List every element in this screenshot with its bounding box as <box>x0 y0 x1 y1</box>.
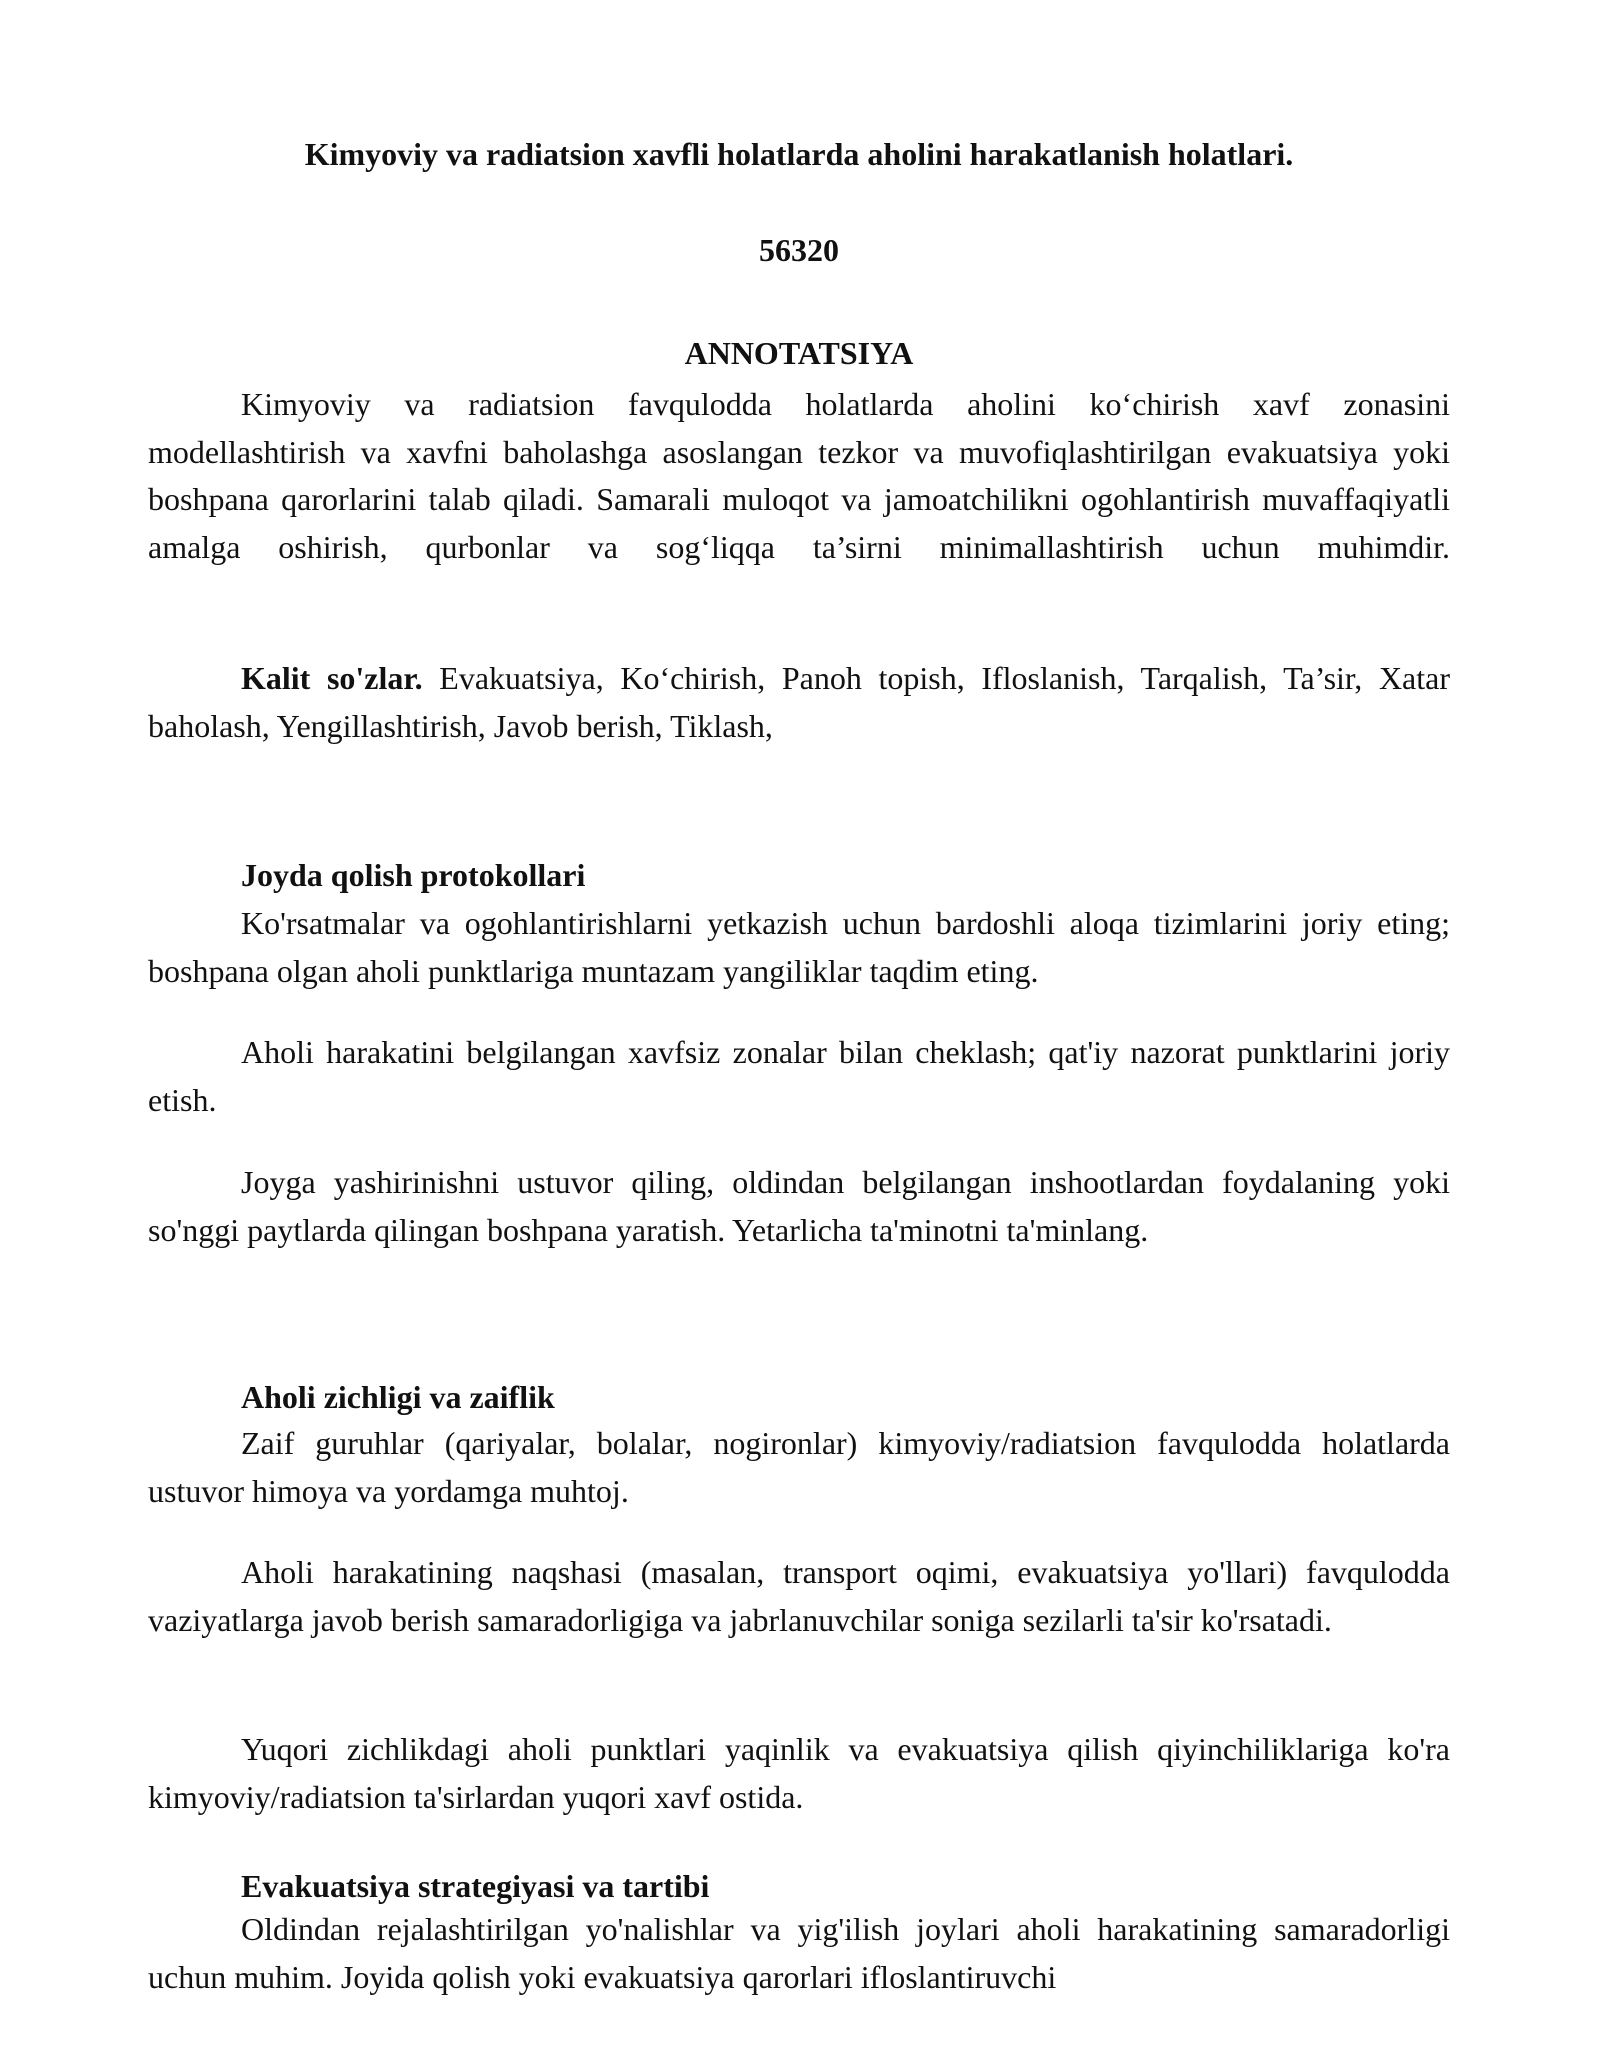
document-title: Kimyoviy va radiatsion xavfli holatlarda aholini harakatlanish holatlari. <box>304 136 1294 172</box>
annotation-heading: ANNOTATSIYA <box>684 335 914 371</box>
section-paragraph: Aholi harakatini belgilangan xavfsiz zonalar bilan cheklash; qat'iy nazorat punktlarini joriy etish. <box>148 1034 1450 1118</box>
keywords-label: Kalit so'zlar. <box>241 660 423 696</box>
keywords-text: Evakuatsiya, Ko‘chirish, Panoh topish, Ifloslanish, Tarqalish, Ta’sir, Xatar baholash, Yengillashtirish, Javob berish, Tiklash, <box>148 660 1451 744</box>
section-paragraph: Yuqori zichlikdagi aholi punktlari yaqinlik va evakuatsiya qilish qiyinchiliklariga ko'ra kimyoviy/radiatsion ta'sirlardan yuqori xavf ostida. <box>148 1731 1450 1815</box>
section-heading-evacuation: Evakuatsiya strategiyasi va tartibi <box>241 1868 710 1904</box>
keywords-paragraph <box>148 655 1450 750</box>
section-paragraph: Zaif guruhlar (qariyalar, bolalar, nogironlar) kimyoviy/radiatsion favqulodda holatlarda ustuvor himoya va yordamga muhtoj. <box>148 1425 1450 1509</box>
document-code: 56320 <box>759 232 839 268</box>
section-paragraph: Aholi harakatining naqshasi (masalan, transport oqimi, evakuatsiya yo'llari) favqulodda vaziyatlarga javob berish samaradorligiga va jabrlanuvchilar soniga sezilarli ta'sir ko'rsatadi. <box>148 1554 1450 1638</box>
section-heading-density: Aholi zichligi va zaiflik <box>241 1379 555 1415</box>
section-paragraph: Joyga yashirinishni ustuvor qiling, oldindan belgilangan inshootlardan foydalaning yoki so'nggi paytlarda qilingan boshpana yaratish. Yetarlicha ta'minotni ta'minlang. <box>148 1164 1450 1248</box>
section-paragraph: Ko'rsatmalar va ogohlantirishlarni yetkazish uchun bardoshli aloqa tizimlarini joriy eting; boshpana olgan aholi punktlariga muntazam yangiliklar taqdim eting. <box>148 905 1450 989</box>
section-paragraph: Oldindan rejalashtirilgan yo'nalishlar va yig'ilish joylari aholi harakatining samaradorligi uchun muhim. Joyida qolish yoki evakuatsiya qarorlari ifloslantiruvchi <box>148 1911 1450 1995</box>
annotation-text: Kimyoviy va radiatsion favqulodda holatlarda aholini ko‘chirish xavf zonasini modellashtirish va xavfni baholashga asoslangan tezkor va muvofiqlashtirilgan evakuatsiya yoki boshpana qarorlarini talab qiladi. Samarali muloqot va jamoatchilikni ogohlantirish muvaffaqiyatli amalga oshirish, qurbonlar va sog‘liqqa ta’sirni minimallashtirish uchun muhimdir. <box>148 386 1450 565</box>
section-heading-shelter: Joyda qolish protokollari <box>241 857 586 893</box>
